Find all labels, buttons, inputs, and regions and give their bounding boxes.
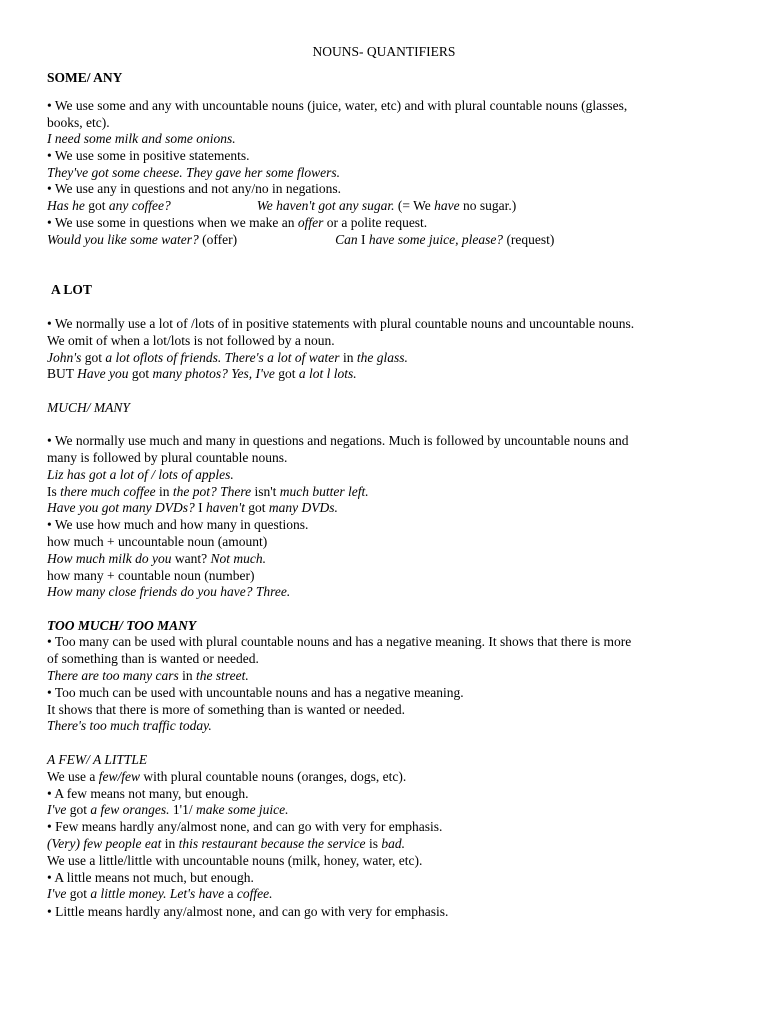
example-text: (request): [503, 232, 555, 247]
example-text: How much milk do you: [47, 551, 172, 566]
example-text: Not much.: [210, 551, 266, 566]
example-line: [47, 130, 236, 147]
example-text: coffee.: [236, 886, 273, 901]
example-line: [47, 365, 357, 382]
heading-text: MUCH/ MANY: [47, 400, 130, 415]
example-line: [47, 197, 516, 214]
example-text: Have you: [77, 366, 129, 381]
paragraph-text: with plural countable nouns (oranges, dogs, etc).: [140, 769, 407, 784]
example-text: I: [360, 232, 369, 247]
example-text: Can: [335, 232, 361, 247]
example-text: (offer): [198, 232, 238, 247]
example-line: [47, 231, 554, 248]
example-text: a little money. Let's have: [90, 886, 225, 901]
example-text: is: [365, 836, 382, 851]
example-line: [47, 349, 408, 366]
document-title: NOUNS- QUANTIFIERS: [312, 44, 456, 59]
example-text: bad.: [381, 836, 405, 851]
example-text: a: [224, 886, 237, 901]
paragraph-line: It shows that there is more of something than is wanted or needed.: [47, 702, 406, 717]
example-text: no sugar.): [459, 198, 517, 213]
paragraph-line: • Too many can be used with plural countable nouns and has a negative meaning. It shows that there is more: [47, 634, 632, 649]
section-heading-a-few: [47, 751, 147, 768]
example-text: They've got some cheese. They gave her some flowers.: [47, 165, 341, 180]
example-text: 1'1/: [169, 802, 196, 817]
example-text: (= We: [394, 198, 435, 213]
example-line: [47, 885, 272, 902]
example-text: BUT: [47, 366, 78, 381]
example-text: I: [194, 500, 206, 515]
example-text: Liz has got a lot of / lots of apples.: [47, 467, 234, 482]
paragraph-line: how much + uncountable noun (amount): [47, 534, 268, 549]
example-text: How many close friends do you have? Three.: [47, 584, 291, 599]
example-text: got: [274, 366, 299, 381]
paragraph-line: [47, 768, 406, 785]
section-heading-some-any: SOME/ ANY: [47, 70, 123, 85]
example-text: I need some milk and some onions.: [47, 131, 236, 146]
example-text: in: [155, 484, 173, 499]
paragraph-line: We use a little/little with uncountable nouns (milk, honey, water, etc).: [47, 853, 423, 868]
example-line: [47, 466, 234, 483]
example-text: a lot oflots of friends. There's a lot of water: [105, 350, 340, 365]
section-heading-a-lot: A LOT: [51, 282, 92, 297]
example-text: got: [66, 802, 91, 817]
example-text: I've: [47, 802, 67, 817]
example-text: this restaurant because the service: [178, 836, 366, 851]
paragraph-text: few/few: [98, 769, 141, 784]
paragraph-line: • A little means not much, but enough.: [47, 870, 254, 885]
example-line: [47, 499, 338, 516]
example-text: haven't: [205, 500, 245, 515]
paragraph-line: We omit of when a lot/lots is not followed by a noun.: [47, 333, 335, 348]
example-text: a lot l lots.: [298, 366, 357, 381]
paragraph-line: • A few means not many, but enough.: [47, 786, 249, 801]
paragraph-line: how many + countable noun (number): [47, 568, 255, 583]
paragraph-line: • Few means hardly any/almost none, and can go with very for emphasis.: [47, 819, 443, 834]
paragraph-line: • We normally use a lot of /lots of in positive statements with plural countable nouns and uncountable nouns.: [47, 316, 635, 331]
heading-text: TOO MUCH/ TOO MANY: [47, 618, 197, 633]
example-text: There's too much traffic today.: [47, 718, 212, 733]
example-text: there much coffee: [60, 484, 156, 499]
example-text: in: [161, 836, 179, 851]
paragraph-line: • We use any in questions and not any/no in negations.: [47, 181, 341, 196]
example-line: [47, 164, 340, 181]
example-text: got: [84, 198, 109, 213]
paragraph-text: We use a: [47, 769, 99, 784]
heading-text: A FEW/ A LITTLE: [47, 752, 148, 767]
paragraph-line: many is followed by plural countable nouns.: [47, 450, 288, 465]
example-text: got: [66, 886, 91, 901]
paragraph-line: • We use some and any with uncountable nouns (juice, water, etc) and with plural countable nouns (glasses,: [47, 98, 628, 113]
example-line: [47, 717, 212, 734]
example-text: We haven't got any sugar.: [256, 198, 395, 213]
example-line: [47, 550, 266, 567]
example-text: got: [244, 500, 269, 515]
example-text: much butter left.: [279, 484, 369, 499]
example-text: the glass.: [356, 350, 408, 365]
example-text: (Very) few people eat: [47, 836, 162, 851]
example-text: isn't: [251, 484, 280, 499]
paragraph-line: [47, 214, 427, 231]
example-text: got: [81, 350, 106, 365]
paragraph-text: offer: [297, 215, 324, 230]
example-text: in: [178, 668, 196, 683]
section-heading-much-many: [47, 399, 130, 416]
example-text: There are too many cars: [47, 668, 179, 683]
example-text: Has he: [47, 198, 85, 213]
example-text: any coffee?: [108, 198, 171, 213]
paragraph-line: • We normally use much and many in questions and negations. Much is followed by uncountable nouns and: [47, 433, 629, 448]
paragraph-text: or a polite request.: [323, 215, 428, 230]
example-text: Would you like some water?: [47, 232, 199, 247]
example-text: Have you got many DVDs?: [47, 500, 195, 515]
example-text: John's: [47, 350, 82, 365]
example-text: in: [339, 350, 357, 365]
example-text: I've: [47, 886, 67, 901]
example-text: many photos? Yes, I've: [152, 366, 275, 381]
example-line: [47, 583, 290, 600]
example-text: make some juice.: [195, 802, 289, 817]
example-text: many DVDs.: [268, 500, 338, 515]
example-text: the street.: [196, 668, 249, 683]
example-text: have some juice, please?: [368, 232, 504, 247]
paragraph-line: • We use some in positive statements.: [47, 148, 250, 163]
paragraph-text: • We use some in questions when we make an: [47, 215, 298, 230]
paragraph-line: books, etc).: [47, 115, 110, 130]
example-line: [47, 801, 289, 818]
example-line: [47, 483, 369, 500]
example-text: got: [128, 366, 153, 381]
example-text: want?: [171, 551, 211, 566]
example-text: have: [434, 198, 460, 213]
paragraph-line: of something than is wanted or needed.: [47, 651, 259, 666]
example-line: [47, 835, 405, 852]
paragraph-line: • We use how much and how many in questions.: [47, 517, 309, 532]
example-line: [47, 667, 249, 684]
paragraph-line: • Little means hardly any/almost none, and can go with very for emphasis.: [47, 904, 449, 919]
section-heading-too-much: [47, 617, 196, 634]
example-text: Is: [47, 484, 61, 499]
example-text: the pot? There: [172, 484, 252, 499]
paragraph-line: • Too much can be used with uncountable nouns and has a negative meaning.: [47, 685, 464, 700]
example-text: a few oranges.: [90, 802, 170, 817]
